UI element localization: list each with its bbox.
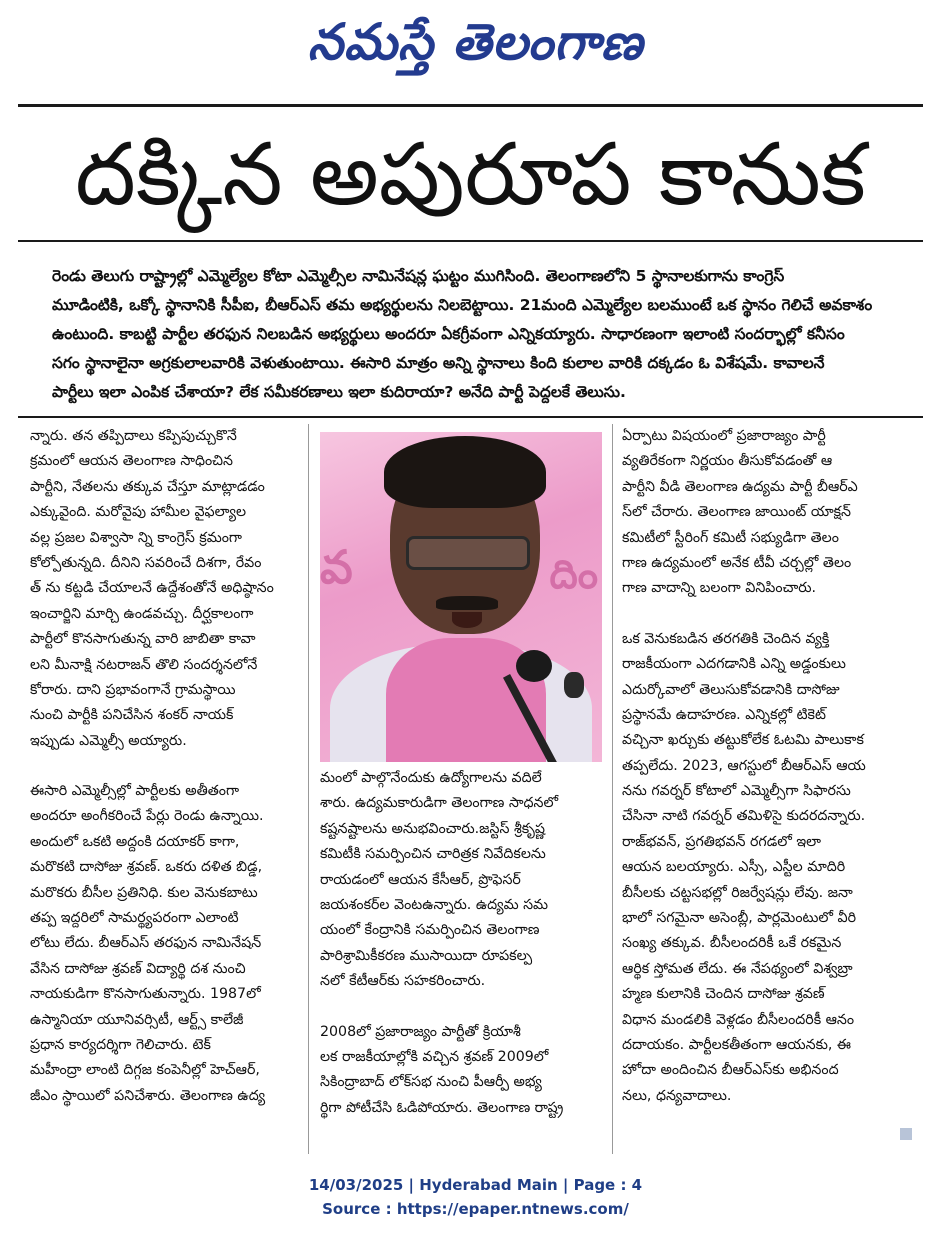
text-line: పార్టీని, నేతలను తక్కువ చేస్తూ మాట్లాడడం: [30, 478, 265, 495]
photo-mustache: [436, 596, 498, 610]
paragraph-gap: [30, 754, 302, 779]
text-line: అందులో ఒకటి అద్దంకి దయాకర్ కాగా,: [30, 833, 240, 850]
text-line: వేసిన దాసోజు శ్రవణ్ విద్యార్థి దశ నుంచి: [30, 960, 246, 977]
text-line: స్‌లో చేరారు. తెలంగాణ జాయింట్ యాక్షన్: [622, 504, 851, 521]
photo-mouth: [452, 612, 482, 628]
text-line: తప్పలేదు. 2023, ఆగస్టులో బీఆర్ఎస్ ఆయ: [622, 757, 866, 774]
text-line: దదాయకం. పార్టీలకతీతంగా ఆయనకు, ఈ: [622, 1036, 852, 1053]
column-divider: [612, 424, 613, 1154]
photo-backdrop-text: వ: [320, 540, 353, 594]
footer-source-link[interactable]: Source : https://epaper.ntnews.com/: [322, 1200, 629, 1218]
text-line: యంలో కేంద్రానికి సమర్పించిన తెలంగాణ: [320, 922, 540, 939]
article-column-middle: [320, 766, 602, 1121]
intro-line: సగం స్థానాలైనా అగ్రకులాలవారికి వెళుతుంటాయి. ఈసారి మాత్రం అన్ని స్థానాలు కింది కులాల వారికి దక్కడం ఓ విశేషమే. కావాలనే: [52, 354, 825, 372]
text-line: వచ్చినా ఖర్చుకు తట్టుకోలేక ఓటమి పాలుకాక: [622, 732, 864, 749]
text-line: లని మీనాక్షి నటరాజన్ తొలి సందర్శనలోనే: [30, 656, 258, 673]
text-line: వ్యతిరేకంగా నిర్ణయం తీసుకోవడంతో ఆ: [622, 453, 833, 470]
text-line: విధాన మండలికి వెళ్లడం బీసీలందరికీ ఆనం: [622, 1011, 855, 1028]
text-line: సంఖ్య తక్కువ. బీసీలందరికీ ఒకే రకమైన: [622, 935, 842, 952]
text-line: పారిశ్రామికీకరణ ముసాయిదా రూపకల్ప: [320, 947, 533, 964]
text-line: లక రాజకీయాల్లోకి వచ్చిన శ్రవణ్ 2009లో: [320, 1048, 549, 1065]
text-line: కమిటీలో స్టీరింగ్ కమిటీ సభ్యుడిగా తెలం: [622, 529, 839, 546]
intro-line: మూడింటికి, ఒక్కో స్థానానికి సీపీఐ, బీఆర్ఎస్ తమ అభ్యర్థులను నిలబెట్టాయి. 21మంది ఎమ్మెల్యేల బలముంటే ఒక స్థానం గెలిచే అవకాశం: [52, 296, 873, 314]
text-line: మహీంద్రా లాంటి దిగ్గజ కంపెనీల్లో హెచ్ఆర్,: [30, 1062, 260, 1079]
footer-date-page: 14/03/2025 | Hyderabad Main | Page : 4: [308, 1176, 643, 1194]
intro-paragraph: [52, 262, 902, 407]
masthead-logo: నమస్తే తెలంగాణ: [307, 13, 644, 71]
article-column-left: [30, 424, 302, 1109]
text-line: నలో కేటీఆర్‌కు సహకరించారు.: [320, 973, 486, 990]
text-line: పార్టీని వీడి తెలంగాణ ఉద్యమ పార్టీ బీఆర్ఎ: [622, 478, 858, 495]
paragraph: [320, 1020, 602, 1122]
text-line: అందరూ అంగీకరించే పేర్లు రెండు ఉన్నాయి.: [30, 808, 264, 825]
photo-hair: [384, 436, 546, 508]
text-line: ఎదుర్కోవాలో తెలుసుకోవడానికి దాసోజు: [622, 681, 840, 698]
paragraph: [622, 627, 904, 1109]
text-line: ఈసారి ఎమ్మెల్సీల్లో పార్టీలకు అతీతంగా: [30, 783, 240, 800]
text-line: కమిటీకి సమర్పించిన చారిత్రక నివేదికలను: [320, 846, 546, 863]
text-line: గాణ వాదాన్ని బలంగా వినిపించారు.: [622, 580, 817, 597]
text-line: త్ ను కట్టడి చేయాలనే ఉద్దేశంతోనే అధిష్ఠానం: [30, 580, 274, 597]
text-line: తప్ప ఇద్దరిలో సామర్థ్యపరంగా ఎలాంటి: [30, 910, 239, 927]
text-line: నను గవర్నర్ కోటాలో ఎమ్మెల్సీగా సిఫారసు: [622, 783, 851, 800]
text-line: కష్టనష్టాలను అనుభవించారు.జస్టిస్ శ్రీకృష్ణ: [320, 820, 545, 837]
text-line: సికింద్రాబాద్ లోక్‌సభ నుంచి పీఆర్పీ అభ్య: [320, 1074, 542, 1091]
text-line: న్నారు. తన తప్పిదాలు కప్పిపుచ్చుకొనే: [30, 428, 237, 444]
text-line: ఇంచార్జిని మార్చి ఉండవచ్చు. దీర్ఘకాలంగా: [30, 605, 254, 622]
text-line: లోటు లేదు. బీఆర్ఎస్ తరఫున నామినేషన్: [30, 935, 262, 952]
text-line: గాణ ఉద్యమంలో అనేక టీవీ చర్చల్లో తెలం: [622, 554, 852, 571]
text-line: మరొకరు బీసీల ప్రతినిధి. కుల వెనుకబాటు: [30, 884, 258, 901]
text-line: హోదా అందించిన బీఆర్ఎస్‌కు అభినంద: [622, 1062, 839, 1079]
text-line: ఒక వెనుకబడిన తరగతికి చెందిన వ్యక్తి: [622, 630, 830, 647]
paragraph: [30, 424, 302, 754]
text-line: భాలో సగమైనా అసెంబ్లీ, పార్లమెంటులో వీరి: [622, 910, 856, 927]
text-line: మంలో పాల్గొనేందుకు ఉద్యోగాలను వదిలే: [320, 770, 542, 786]
text-line: జయశంకర్‌ల వెంటఉన్నారు. ఉద్యమ సమ: [320, 896, 549, 913]
text-line: జీఎం స్థాయిలో పనిచేశారు. తెలంగాణ ఉద్య: [30, 1087, 266, 1104]
text-line: కోల్పోతున్నది. దీనిని సవరించే దిశగా, రేవం: [30, 554, 262, 571]
text-line: క్రమంలో ఆయన తెలంగాణ సాధించిన: [30, 453, 234, 470]
microphone-icon: [516, 650, 552, 682]
text-line: వల్ల ప్రజల విశ్వాసా న్ని కాంగ్రెస్ క్రమంగా: [30, 529, 242, 546]
paragraph: [30, 779, 302, 1109]
text-line: శారు. ఉద్యమకారుడిగా తెలంగాణ సాధనలో: [320, 795, 559, 812]
text-line: ఆయన బలయ్యారు. ఎస్సీ, ఎస్టీల మాదిరి: [622, 859, 846, 876]
text-line: 2008లో ప్రజారాజ్యం పార్టీతో క్రియాశీ: [320, 1023, 521, 1040]
text-line: హ్మణ కులానికి చెందిన దాసోజు శ్రవణ్: [622, 986, 825, 1003]
text-line: నలు, ధన్యవాదాలు.: [622, 1087, 732, 1104]
text-line: పార్టీలో కొనసాగుతున్న వారి జాబితా కావా: [30, 631, 256, 648]
photo-glasses: [406, 536, 530, 570]
paragraph: [320, 766, 602, 995]
intro-line: ఉంటుంది. కాబట్టి పార్టీల తరఫున నిలబడిన అభ్యర్థులు అందరూ ఏకగ్రీవంగా ఎన్నికయ్యారు. సాధారణంగా ఇలాంటి సందర్భాల్లో కనీసం: [52, 325, 845, 343]
text-line: రాజ్‌భవన్, ప్రగతిభవన్ రగడలో ఇలా: [622, 833, 821, 850]
text-line: రాయడంలో ఆయన కేసీఆర్, ప్రొఫెసర్: [320, 871, 521, 888]
headline-rule: [18, 240, 923, 242]
intro-rule: [18, 416, 923, 418]
text-line: చేసినా నాటి గవర్నర్ తమిళిసై కుదరదన్నారు.: [622, 808, 866, 825]
photo-backdrop-text: దిం: [549, 552, 598, 598]
portrait-photo: [320, 432, 602, 762]
paragraph-gap: [320, 995, 602, 1020]
microphone-icon: [564, 672, 584, 698]
column-divider: [308, 424, 309, 1154]
intro-line: పార్టీలు ఇలా ఎంపిక చేశాయా? లేక సమీకరణాలు ఇలా కుదిరాయా? అనేది పార్టీ పెద్దలకే తెలుసు.: [52, 383, 626, 401]
text-line: ర్థిగా పోటీచేసి ఓడిపోయారు. తెలంగాణ రాష్ట్ర: [320, 1099, 564, 1116]
intro-line: రెండు తెలుగు రాష్ట్రాల్లో ఎమ్మెల్యేల కోటా ఎమ్మెల్సీల నామినేషన్ల ఘట్టం ముగిసింది. తెలంగాణలోని 5 స్థానాలకుగాను కాంగ్రెస్: [52, 267, 785, 285]
text-line: బీసీలకు చట్టసభల్లో రిజర్వేషన్లు లేవు. జనా: [622, 884, 853, 901]
article-column-right: [622, 424, 904, 1109]
text-line: మరొకటి దాసోజు శ్రవణ్. ఒకరు దళిత బిడ్డ,: [30, 859, 263, 876]
text-line: ప్రధాన కార్యదర్శిగా గెలిచారు. టెక్: [30, 1036, 211, 1053]
text-line: నుంచి పార్టీకి పనిచేసిన శంకర్ నాయక్: [30, 707, 234, 724]
text-line: ఇప్పుడు ఎమ్మెల్సీ అయ్యారు.: [30, 732, 187, 749]
text-line: ప్రస్థానమే ఉదాహరణ. ఎన్నికల్లో టికెట్: [622, 706, 826, 723]
text-line: ఏర్పాటు విషయంలో ప్రజారాజ్యం పార్టీ: [622, 428, 826, 444]
end-mark-icon: [900, 1128, 912, 1140]
text-line: నాయకుడిగా కొనసాగుతున్నారు. 1987లో: [30, 986, 261, 1003]
paragraph: [622, 424, 904, 602]
headline: దక్కిన అపురూప కానుక: [75, 125, 866, 225]
text-line: రాజకీయంగా ఎదగడానికి ఎన్ని అడ్డంకులు: [622, 656, 846, 673]
text-line: ఉస్మానియా యూనివర్సిటీ, ఆర్ట్స్ కాలేజీ: [30, 1011, 244, 1028]
text-line: కోరారు. దాని ప్రభావంగానే గ్రామస్థాయి: [30, 681, 236, 698]
paragraph-gap: [622, 602, 904, 627]
text-line: ఎక్కువైంది. మరోవైపు హామీల వైఫల్యాల: [30, 504, 247, 521]
top-rule: [18, 104, 923, 107]
text-line: ఆర్థిక స్తోమత లేదు. ఈ నేపథ్యంలో విశ్వబ్రా: [622, 960, 853, 977]
